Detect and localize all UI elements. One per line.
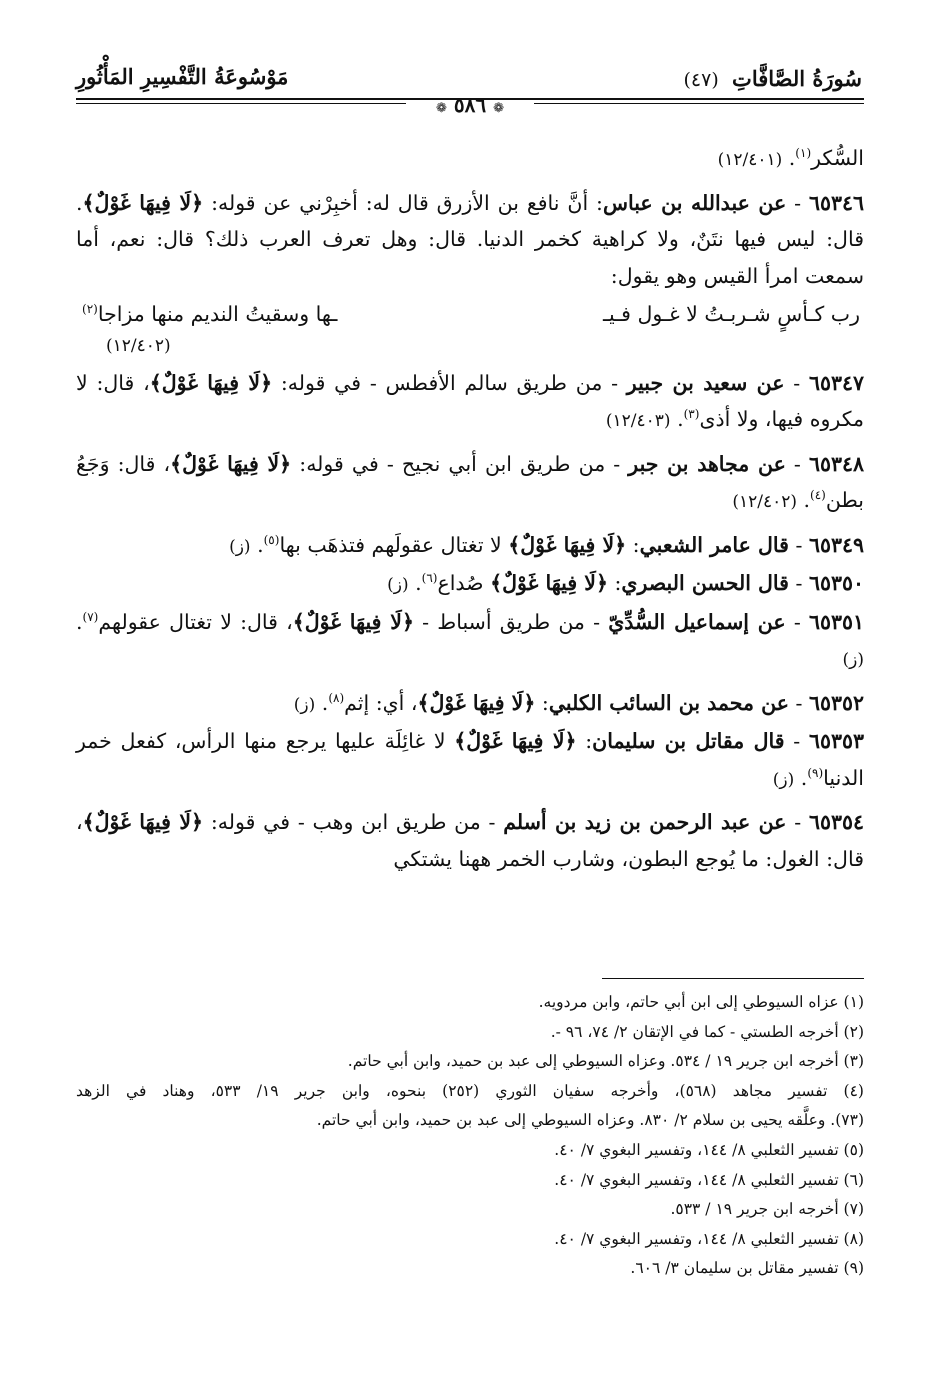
running-header-book-title: مَوْسُوعَةُ التَّفْسِيرِ المَأْثُورِ [76,64,289,89]
quran-verse: ﴿لَا فِيهَا غَوْلٌ﴾ [170,451,292,476]
quran-verse: ﴿لَا فِيهَا غَوْلٌ﴾ [292,609,414,634]
footnote-marker: (٣) [683,407,700,422]
footnote-marker: (٨) [328,690,345,705]
footnotes [76,988,864,1284]
quran-verse: ﴿لَا فِيهَا غَوْلٌ﴾ [82,810,204,834]
entry-number: ٦٥٣٥٠ [808,571,864,595]
footnote: (١) عزاه السيوطي إلى ابن أبي حاتم، وابن مردويه. [538,993,864,1011]
surah-title: سُورَةُ الصَّافَّاتِ [732,66,862,91]
narrator: قال عامر الشعبي [639,532,789,557]
volume-reference: (ز) [772,769,795,790]
narrator: عن عبد الرحمن بن زيد بن أسلم [503,810,787,834]
narration-entry: ٦٥٣٥٣ - قال مقاتل بن سليمان: ﴿لَا فِيهَا غَوْلٌ﴾ لا غائِلَة عليها يرجع منها الرأس، كفعل خمر الدنيا$^{(٩)}$. (ز) [76,729,864,790]
volume-reference: (ز) [387,575,409,595]
narrator: عن محمد بن السائب الكلبي [548,690,789,715]
narrator: عن عبدالله بن عباس [602,190,787,215]
narration-entry: ٦٥٣٤٧ - عن سعيد بن جبير - من طريق سالم الأفطس - في قوله: ﴿لَا فِيهَا غَوْلٌ﴾، قال: لا مكروه فيها، ولا أذى$^{(٣)}$. (١٢/٤٠٣) [76,370,865,431]
footnote: (٥) تفسير الثعلبي ٨/ ١٤٤، وتفسير البغوي ٧/ ٤٠. [554,1140,864,1159]
ornament-icon: ❁ [436,101,447,116]
quran-verse: ﴿لَا فِيهَا غَوْلٌ﴾ [149,370,273,395]
page-number-rule-right [534,103,864,104]
main-text [76,140,864,877]
page-number-text: ٥٨٦ [453,93,487,117]
quran-verse: ﴿لَا فِيهَا غَوْلٌ﴾ [82,190,204,215]
volume-reference: (١٢/٤٠٣) [605,411,671,431]
continuation-line: السُّكر$^{(١)}$. (١٢/٤٠١) [717,146,864,170]
footnote-marker: (٩) [807,765,824,780]
footnote: (٢) أخرجه الطستي - كما في الإتقان ٢/ ٧٤، ٩٦ -. [550,1022,864,1041]
footnote-separator [602,978,864,979]
volume-reference: (١٢/٤٠٢) [106,335,171,356]
narrator: عن إسماعيل السُّدِّيّ [608,609,786,634]
footnote: (٨) تفسير الثعلبي ٨/ ١٤٤، وتفسير البغوي ٧/ ٤٠. [554,1229,864,1248]
page-number-row [76,93,864,115]
poem-hemistich-left: ـها وسقيتُ النديم منها مزاجا [97,302,338,326]
narration-entry: ٦٥٣٥٤ - عن عبد الرحمن بن زيد بن أسلم - من طريق ابن وهب - في قوله: ﴿لَا فِيهَا غَوْلٌ﴾، قال: الغول: ما يُوجع البطون، وشارب الخمر ههنا يشتكي [76,810,864,871]
volume-reference: (ز) [293,694,316,715]
footnote: (٧) أخرجه ابن جرير ١٩ / ٥٣٣. [670,1200,864,1219]
narration-entry: ٦٥٣٥٠ - قال الحسن البصري: ﴿لَا فِيهَا غَوْلٌ﴾ صُداع$^{(٦)}$. (ز) [387,571,864,595]
ornament-icon: ❁ [493,101,504,116]
entry-number: ٦٥٣٤٦ [808,190,864,215]
page-number-rule-left [76,103,406,104]
entry-number: ٦٥٣٤٩ [808,532,864,557]
quran-verse: ﴿لَا فِيهَا غَوْلٌ﴾ [417,690,536,715]
running-header-surah [683,66,862,91]
poem-hemistich-right: رب كـأسٍ شـربـتُ لا غـول فـيـ [602,302,860,326]
entry-number: ٦٥٣٥١ [808,609,864,634]
entry-number: ٦٥٣٥٣ [808,729,864,753]
footnote-marker: (١) [795,146,812,161]
narration-entry: ٦٥٣٤٩ - قال عامر الشعبي: ﴿لَا فِيهَا غَوْلٌ﴾ لا تغتال عقولَهم فتذهَب بها$^{(٥)}$. (ز) [229,532,864,557]
footnote-marker: (٢) [82,302,98,317]
volume-reference: (ز) [229,536,251,557]
volume-reference: (١٢/٤٠٢) [732,492,797,512]
narrator: قال مقاتل بن سليمان [592,729,785,753]
page-number [406,93,534,117]
footnote-marker: (٤) [810,488,826,503]
footnote: (٤) تفسير مجاهد (٥٦٨)، وأخرجه سفيان الثوري (٢٥٢) بنحوه، وابن جرير ١٩/ ٥٣٣، وهناد في الزهد [76,1081,864,1100]
narrator: عن سعيد بن جبير [626,370,785,395]
entry-number: ٦٥٣٤٨ [808,451,864,476]
volume-reference: (١٢/٤٠١) [717,150,783,170]
quran-verse: ﴿لَا فِيهَا غَوْلٌ﴾ [490,571,608,595]
narrator: عن مجاهد بن جبر [628,451,786,476]
footnote-marker: (٥) [263,532,280,547]
narration-entry: ٦٥٣٤٨ - عن مجاهد بن جبر - من طريق ابن أبي نجيح - في قوله: ﴿لَا فِيهَا غَوْلٌ﴾، قال: وَجَعُ بطن$^{(٤)}$. (١٢/٤٠٢) [76,451,864,512]
volume-reference: (ز) [842,650,864,670]
poem-verse [76,296,864,333]
narration-entry: ٦٥٣٤٦ - عن عبدالله بن عباس: أنَّ نافع بن الأزرق قال له: أخبِرْني عن قوله: ﴿لَا فِيهَا غَوْلٌ﴾. قال: ليس فيها نتَنٌ، ولا كراهية كخمر الدنيا. قال: وهل تعرف العرب ذلك؟ قال: نعم، أما سمعت امرأ القيس وهو يقول: [76,190,864,288]
entry-number: ٦٥٣٥٢ [808,690,864,715]
footnote-continuation: (٧٣). وعلَّقه يحيى بن سلام ٢/ ٨٣٠. وعزاه السيوطي إلى عبد بن حميد، وابن أبي حاتم. [316,1111,864,1130]
surah-number: (٤٧) [683,69,719,91]
footnote: (٩) تفسير مقاتل بن سليمان ٣/ ٦٠٦. [630,1259,864,1278]
footnote-marker: (٦) [421,571,438,586]
entry-number: ٦٥٣٤٧ [808,370,865,395]
quran-verse: ﴿لَا فِيهَا غَوْلٌ﴾ [508,532,627,557]
footnote: (٦) تفسير الثعلبي ٨/ ١٤٤، وتفسير البغوي ٧/ ٤٠. [554,1170,864,1189]
footnote: (٣) أخرجه ابن جرير ١٩ / ٥٣٤. وعزاه السيوطي إلى عبد بن حميد، وابن أبي حاتم. [347,1052,864,1071]
narration-entry: ٦٥٣٥٢ - عن محمد بن السائب الكلبي: ﴿لَا فِيهَا غَوْلٌ﴾، أي: إثم$^{(٨)}$. (ز) [293,690,864,715]
entry-number: ٦٥٣٥٤ [808,810,864,834]
quran-verse: ﴿لَا فِيهَا غَوْلٌ﴾ [454,729,577,753]
narrator: قال الحسن البصري [621,571,789,595]
footnote-marker: (٧) [82,609,99,624]
narration-entry: ٦٥٣٥١ - عن إسماعيل السُّدِّيّ - من طريق أسباط - ﴿لَا فِيهَا غَوْلٌ﴾، قال: لا تغتال عقولهم$^{(٧)}$. (ز) [76,609,864,670]
